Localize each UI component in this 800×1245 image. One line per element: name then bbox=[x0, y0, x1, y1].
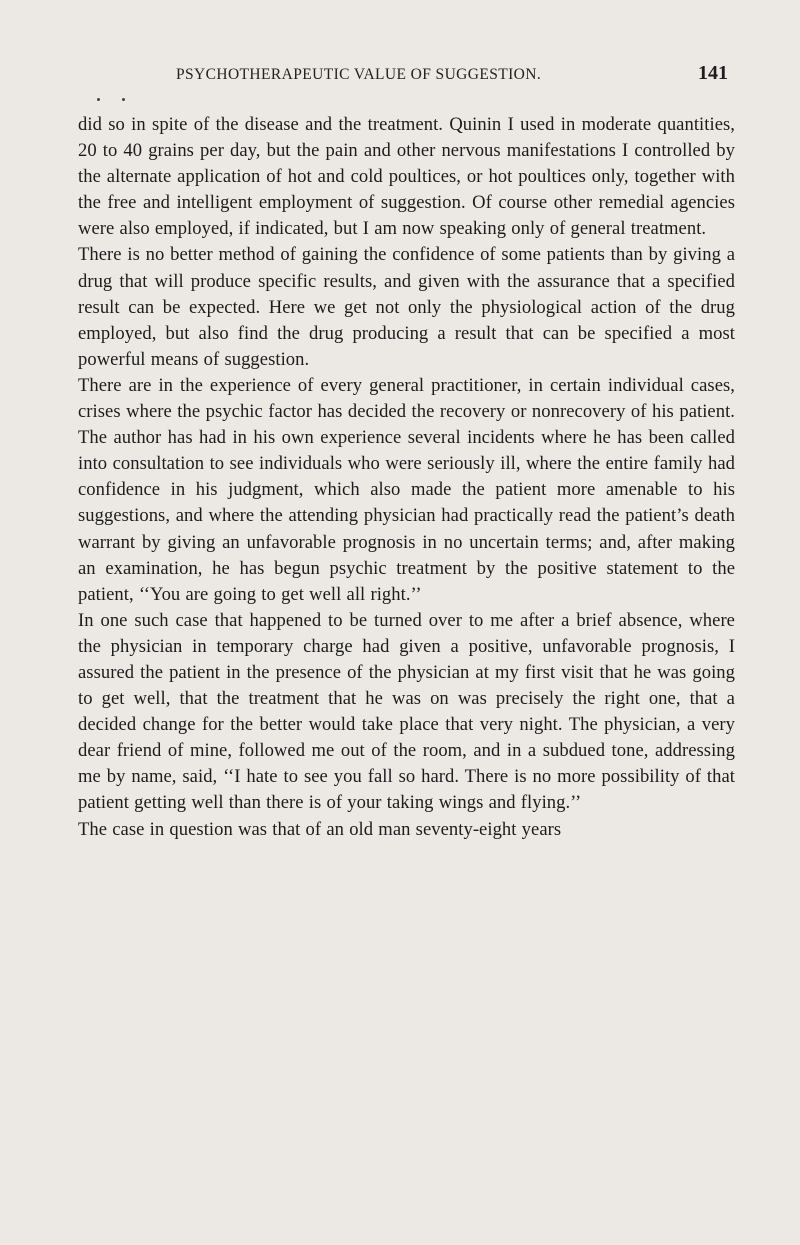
margin-speck bbox=[122, 98, 125, 101]
body-text bbox=[78, 112, 735, 843]
paragraph: There are in the experience of every general practitioner, in certain individual cases, crises where the psychic factor has decided the recovery or nonrecovery of his patient. The author has had in his own experience several incidents where he has been called into consultation to see individuals who were seriously ill, where the entire family had confidence in his judgment, which also made the patient more amenable to his suggestions, and where the attending physician had practically read the patient’s death warrant by giving an unfavorable prognosis in no uncertain terms; and, after making an examination, he has begun psychic treatment by the positive statement to the patient, ‘‘You are going to get well all right.’’ bbox=[78, 374, 735, 605]
running-head: PSYCHOTHERAPEUTIC VALUE OF SUGGESTION. bbox=[176, 66, 542, 83]
paragraph: In one such case that happened to be turned over to me after a brief absence, where the physician in temporary charge had given a positive, unfavorable prognosis, I assured the patient in the presence of the physician at my first visit that he was going to get well, that the treatment that he was on was precisely the right one, that a decided change for the better would take place that very night. The physician, a very dear friend of mine, followed me out of the room, and in a subdued tone, addressing me by name, said, ‘‘I hate to see you fall so hard. There is no more possibility of that patient getting well than there is of your taking wings and flying.’’ bbox=[78, 609, 735, 814]
paragraph: did so in spite of the disease and the treatment. Quinin I used in moderate quantities, 20 to 40 grains per day, but the pain and other nervous manifestations I controlled by the alternate application of hot and cold poultices, or hot poultices only, together with the free and intelligent employment of suggestion. Of course other remedial agencies were also employed, if indicated, but I am now speaking only of general treatment. bbox=[78, 114, 735, 240]
paragraph: The case in question was that of an old man seventy-eight years bbox=[78, 818, 562, 840]
paragraph: There is no better method of gaining the confidence of some patients than by giving a drug that will produce specific results, and given with the assurance that a specified result can be expected. Here we get not only the physiological action of the drug employed, but also find the drug producing a result that can be specified a most powerful means of suggestion. bbox=[78, 244, 735, 370]
page-number: 141 bbox=[698, 62, 728, 84]
margin-speck bbox=[97, 98, 100, 101]
